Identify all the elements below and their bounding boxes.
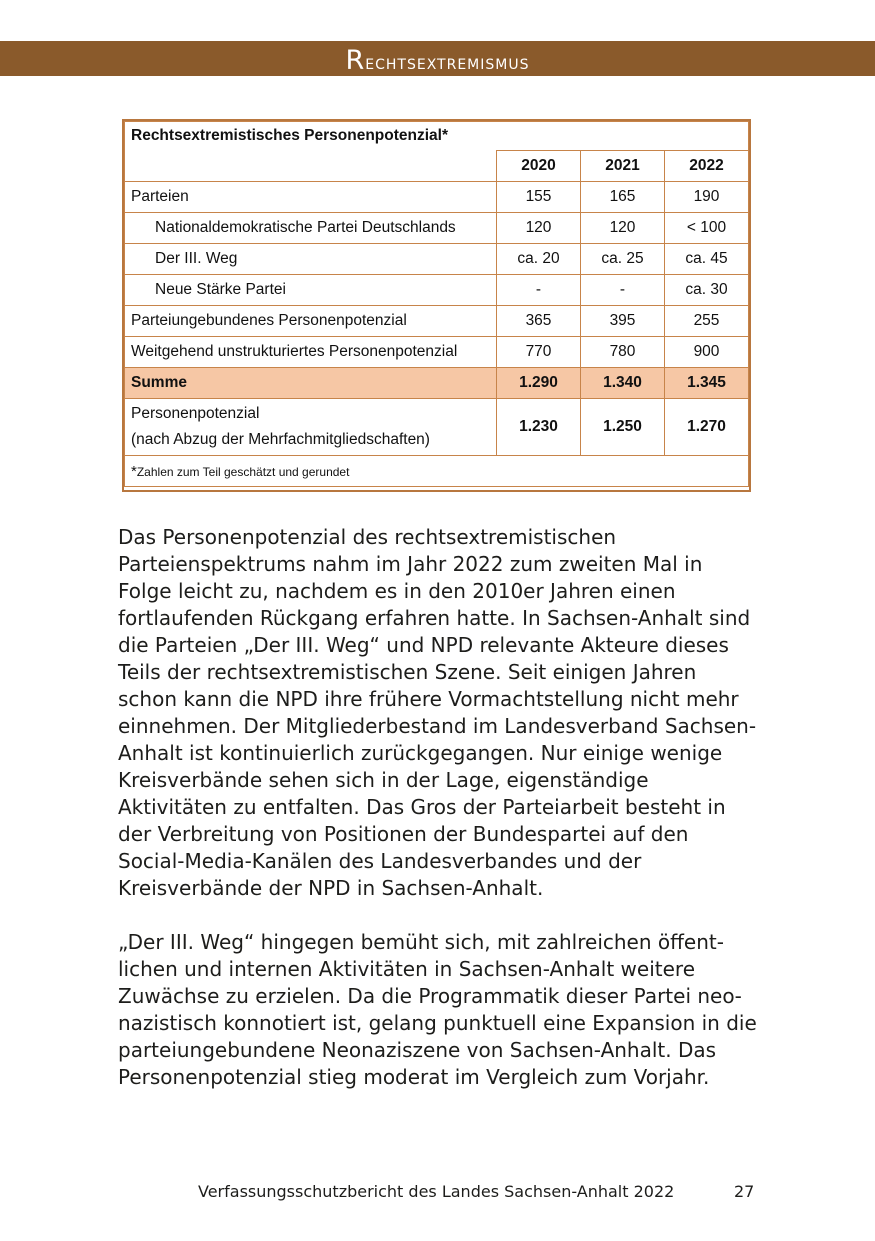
cell-value: 1.345 [665, 368, 749, 399]
cell-value: - [497, 275, 581, 306]
cell-value: 165 [581, 182, 665, 213]
cell-value: 120 [581, 213, 665, 244]
cell-value: 1.270 [665, 399, 749, 456]
table-row [125, 213, 749, 244]
cell-value: 780 [581, 337, 665, 368]
cell-value: 1.230 [497, 399, 581, 456]
footnote-text: Zahlen zum Teil geschätzt und gerundet [136, 464, 350, 479]
table-corner [125, 151, 497, 182]
row-label: Parteien [125, 182, 497, 213]
row-label: Parteiungebundenes Personenpotenzial [125, 306, 497, 337]
table-footnote [125, 456, 749, 487]
table-row [125, 306, 749, 337]
cell-value: ca. 30 [665, 275, 749, 306]
cell-value: 900 [665, 337, 749, 368]
table-title: Rechtsextremistisches Personenpotenzial* [125, 122, 749, 151]
cell-value: ca. 25 [581, 244, 665, 275]
cell-value: 190 [665, 182, 749, 213]
row-label: Der III. Weg [125, 244, 497, 275]
cell-value: 120 [497, 213, 581, 244]
year-header: 2022 [665, 151, 749, 182]
net-label-line2: (nach Abzug der Mehrfachmitgliedschaften) [131, 431, 430, 448]
table-row [125, 244, 749, 275]
sum-row [125, 368, 749, 399]
cell-value: 155 [497, 182, 581, 213]
paragraph: Das Personenpotenzial des rechtsextremistischen Parteienspektrums nahm im Jahr 2022 zum zweiten Mal in Folge leicht zu, nachdem es in den 2010er Jahren einen fortlaufenden Rückgang erfahren hatte. In Sachsen-Anhalt sind die Parteien „Der III. Weg“ und NPD relevante Akteure dieses Teils der rechtsextremistischen Szene. Seit einigen Jahren schon kann die NPD ihre frühere Vormachtstellung nicht mehr einnehmen. Der Mitgliederbestand im Landesverband Sachsen-Anhalt ist kontinuierlich zurückgegangen. Nur einige wenige Kreisverbände sehen sich in der Lage, eigenständige Aktivitäten zu entfalten. Das Gros der Parteiarbeit besteht in der Verbreitung von Positionen der Bundespartei auf den Social-Media-Kanälen des Landesverbandes und der Kreisverbände der NPD in Sachsen-Anhalt. [118, 525, 757, 900]
chapter-title-initial: R [345, 45, 366, 76]
row-label: Neue Stärke Partei [125, 275, 497, 306]
cell-value: 365 [497, 306, 581, 337]
table-row [125, 275, 749, 306]
cell-value: 395 [581, 306, 665, 337]
net-label-line1: Personenpotenzial [131, 405, 260, 422]
row-label: Nationaldemokratische Partei Deutschlands [125, 213, 497, 244]
row-label [125, 399, 497, 456]
footer-title: Verfassungsschutzbericht des Landes Sachsen-Anhalt 2022 [198, 1182, 675, 1201]
year-header: 2021 [581, 151, 665, 182]
paragraph: „Der III. Weg“ hingegen bemüht sich, mit zahlreichen öffentlichen und internen Aktivitäten in Sachsen-Anhalt weitere Zuwächse zu erzielen. Da die Programmatik dieser Partei neonazistisch konnotiert ist, gelang punktuell eine Expansion in die parteiungebundene Neonaziszene von Sachsen-Anhalt. Das Personenpotenzial stieg moderat im Vergleich zum Vorjahr. [118, 930, 757, 1089]
cell-value: 1.340 [581, 368, 665, 399]
table-row [125, 337, 749, 368]
chapter-title-rest: echtsextremismus [365, 50, 530, 74]
page-number: 27 [734, 1182, 755, 1201]
cell-value: - [581, 275, 665, 306]
cell-value: < 100 [665, 213, 749, 244]
row-label: Summe [125, 368, 497, 399]
year-header: 2020 [497, 151, 581, 182]
cell-value: 770 [497, 337, 581, 368]
table-row [125, 182, 749, 213]
cell-value: 1.290 [497, 368, 581, 399]
chapter-header [0, 41, 875, 76]
cell-value: 255 [665, 306, 749, 337]
personenpotenzial-table [122, 119, 751, 492]
footnote-star: * [131, 462, 137, 480]
cell-value: ca. 20 [497, 244, 581, 275]
row-label: Weitgehend unstrukturiertes Personenpotenzial [125, 337, 497, 368]
net-row [125, 399, 749, 456]
cell-value: 1.250 [581, 399, 665, 456]
cell-value: ca. 45 [665, 244, 749, 275]
body-text [118, 524, 758, 1118]
